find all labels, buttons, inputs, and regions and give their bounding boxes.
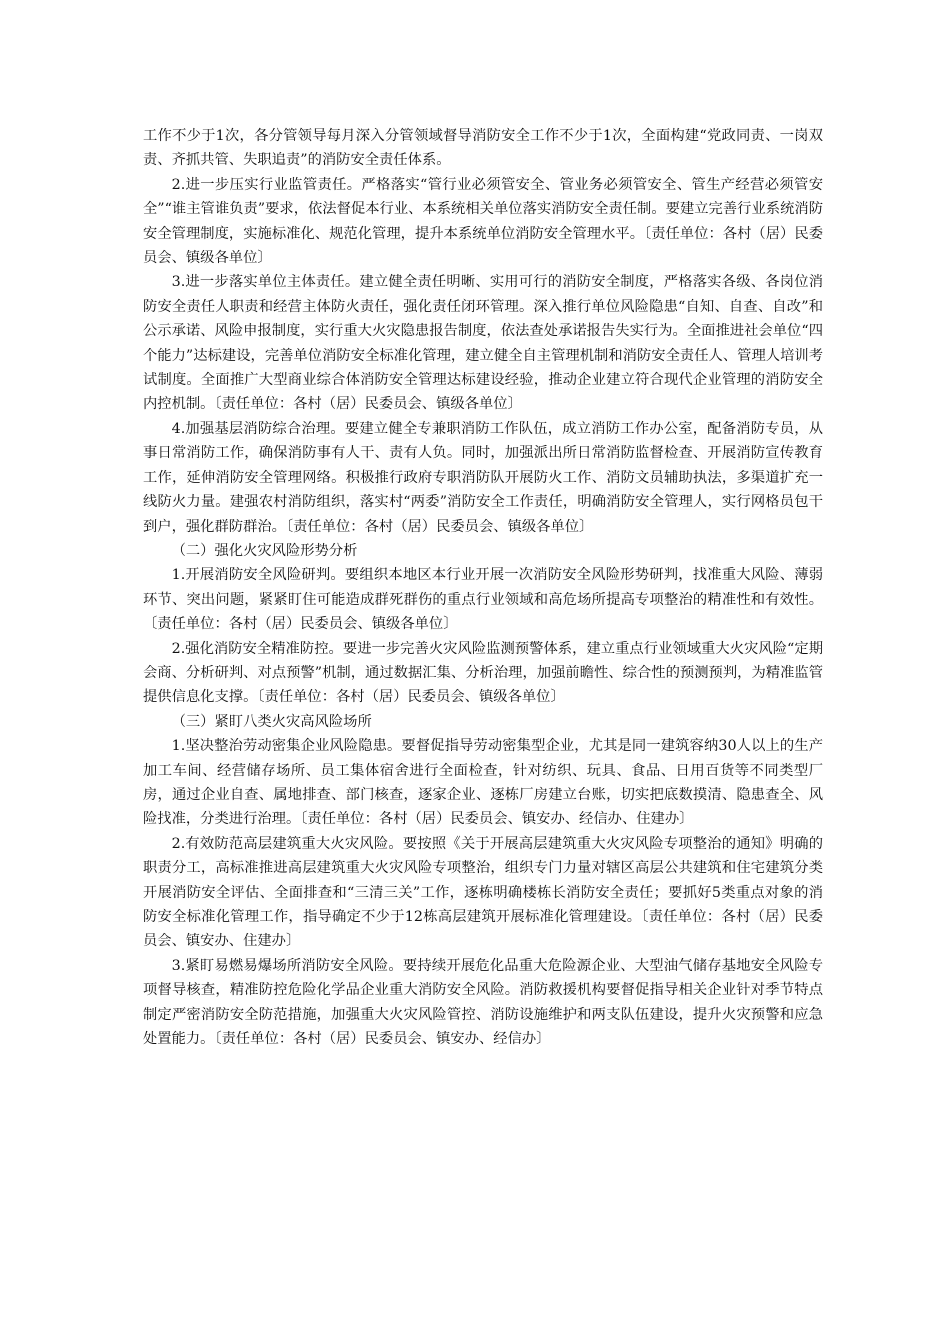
- section-heading-risk-analysis: （二）强化火灾风险形势分析: [171, 542, 358, 559]
- paragraph-continuation: 工作不少于1次，各分管领导每月深入分管领域督导消防安全工作不少于1次，全面构建“党政同责、一岗双责、齐抓共管、失职追责”的消防安全责任体系。: [143, 128, 823, 169]
- paragraph-grassroots-governance: 4.加强基层消防综合治理。要建立健全专兼职消防工作队伍，成立消防工作办公室，配备消防专员，从事日常消防工作，确保消防事有人干、责有人负。同时，加强派出所日常消防监督检查、开展消防宣传教育工作，延伸消防安全管理网络。积极推行政府专职消防队开展防火工作、消防文员辅助执法，多渠道扩充一线防火力量。建强农村消防组织，落实村“两委”消防安全工作责任，明确消防安全管理人，实行网格员包干到户，强化群防群治。〔责任单位：各村（居）民委员会、镇级各单位〕: [143, 420, 823, 535]
- document-body: [143, 124, 823, 1051]
- paragraph-labor-intensive: 1.坚决整治劳动密集企业风险隐患。要督促指导劳动密集型企业，尤其是同一建筑容纳30人以上的生产加工车间、经营储存场所、员工集体宿舍进行全面检查，针对纺织、玩具、食品、日用百货等不同类型厂房，通过企业自查、属地排查、部门核查，逐家企业、逐栋厂房建立台账，切实把底数摸清、隐患查全、风险找准，分类进行治理。〔责任单位：各村（居）民委员会、镇安办、经信办、住建办〕: [143, 738, 823, 828]
- paragraph-flammable-explosive: 3.紧盯易燃易爆场所消防安全风险。要持续开展危化品重大危险源企业、大型油气储存基地安全风险专项督导核查，精准防控危险化学品企业重大消防安全风险。消防救援机构要督促指导相关企业针对季节特点制定严密消防安全防范措施，加强重大火灾风险管控、消防设施维护和两支队伍建设，提升火灾预警和应急处置能力。〔责任单位：各村（居）民委员会、镇安办、经信办〕: [143, 957, 823, 1048]
- paragraph-industry-supervision: 2.进一步压实行业监管责任。严格落实“管行业必须管安全、管业务必须管安全、管生产经营必须管安全”“谁主管谁负责”要求，依法督促本行业、本系统相关单位落实消防安全责任制。要建立完善行业系统消防安全管理制度，实施标准化、规范化管理，提升本系统单位消防安全管理水平。〔责任单位：各村（居）民委员会、镇级各单位〕: [143, 176, 823, 267]
- section-heading-high-risk-sites: （三）紧盯八类火灾高风险场所: [171, 713, 372, 730]
- paragraph-risk-assessment: 1.开展消防安全风险研判。要组织本地区本行业开展一次消防安全风险形势研判，找准重大风险、薄弱环节、突出问题，紧紧盯住可能造成群死群伤的重点行业领域和高危场所提高专项整治的精准性和有效性。〔责任单位：各村（居）民委员会、镇级各单位〕: [143, 567, 823, 633]
- paragraph-unit-responsibility: 3.进一步落实单位主体责任。建立健全责任明晰、实用可行的消防安全制度，严格落实各级、各岗位消防安全责任人职责和经营主体防火责任，强化责任闭环管理。深入推行单位风险隐患“自知、自查、自改”和公示承诺、风险申报制度，实行重大火灾隐患报告制度，依法查处承诺报告失实行为。全面推进社会单位“四个能力”达标建设，完善单位消防安全标准化管理，建立健全自主管理机制和消防安全责任人、管理人培训考试制度。全面推广大型商业综合体消防安全管理达标建设经验，推动企业建立符合现代企业管理的消防安全内控机制。〔责任单位：各村（居）民委员会、镇级各单位〕: [143, 274, 823, 413]
- paragraph-high-rise: 2.有效防范高层建筑重大火灾风险。要按照《关于开展高层建筑重大火灾风险专项整治的通知》明确的职责分工，高标准推进高层建筑重大火灾风险专项整治，组织专门力量对辖区高层公共建筑和住宅建筑分类开展消防安全评估、全面排查和“三清三关”工作，逐栋明确楼栋长消防安全责任；要抓好5类重点对象的消防安全标准化管理工作，指导确定不少于12栋高层建筑开展标准化管理建设。〔责任单位：各村（居）民委员会、镇安办、住建办〕: [143, 835, 823, 950]
- paragraph-precision-control: 2.强化消防安全精准防控。要进一步完善火灾风险监测预警体系，建立重点行业领域重大火灾风险“定期会商、分析研判、对点预警”机制，通过数据汇集、分析治理，加强前瞻性、综合性的预测预判，为精准监管提供信息化支撑。〔责任单位：各村（居）民委员会、镇级各单位〕: [143, 640, 823, 706]
